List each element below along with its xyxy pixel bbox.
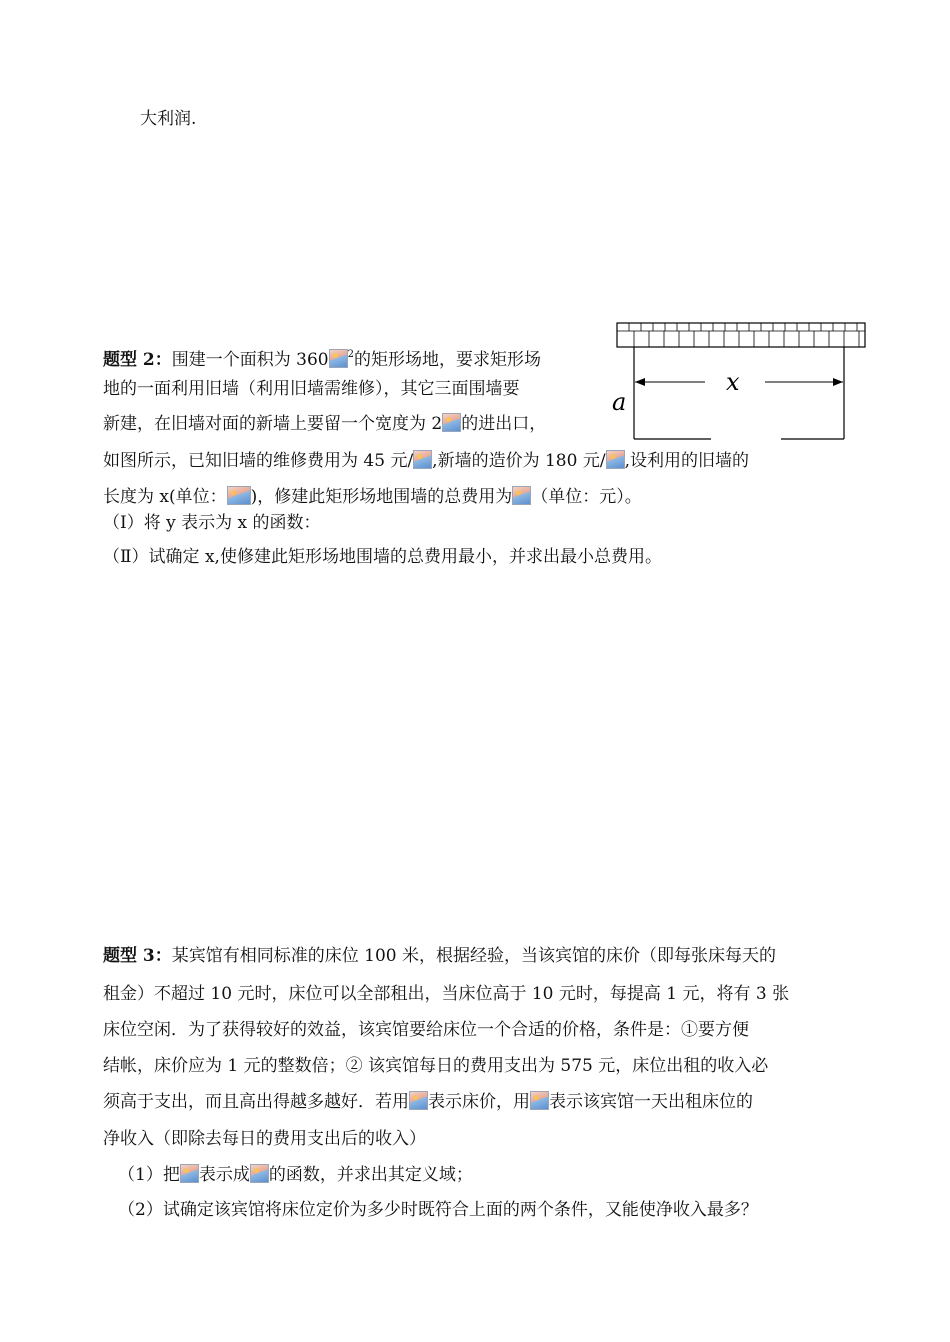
math-image-icon xyxy=(227,486,251,505)
math-image-icon xyxy=(329,349,348,368)
q2-part-2-text: （Ⅱ）试确定 x,使修建此矩形场地围墙的总费用最小，并求出最小总费用。 xyxy=(103,547,662,567)
q2-line-2 xyxy=(103,378,520,400)
q2-colon: ： xyxy=(154,350,172,370)
q2-line-5 xyxy=(103,486,642,508)
q3-line-2 xyxy=(103,983,789,1005)
q3-text-3: 床位空闲．为了获得较好的效益，该宾馆要给床位一个合适的价格，条件是：①要方便 xyxy=(103,1020,749,1040)
math-image-icon xyxy=(606,450,625,469)
q3-text-5c: 表示该宾馆一天出租床位的 xyxy=(549,1092,753,1112)
q2-label: 题型 2 xyxy=(103,350,155,370)
q2-text-3b: 的进出口， xyxy=(461,414,547,434)
q3-part-1 xyxy=(118,1164,473,1186)
q3-text-5b: 表示床价，用 xyxy=(428,1092,530,1112)
label-a: a xyxy=(612,388,627,416)
q3-text-1: 某宾馆有相同标准的床位 100 米，根据经验，当该宾馆的床价（即每张床每天的 xyxy=(171,946,777,966)
old-wall xyxy=(617,323,865,347)
math-image-icon xyxy=(180,1164,199,1183)
q3-line-3 xyxy=(103,1019,749,1041)
q3-text-2: 租金）不超过 10 元时，床位可以全部租出，当床位高于 10 元时，每提高 1 元，将有 3 张 xyxy=(103,984,790,1004)
q2-text-5c: （单位：元）。 xyxy=(531,487,642,507)
q3-text-6: 净收入（即除去每日的费用支出后的收入） xyxy=(103,1129,426,1149)
q2-text-4c: ,设利用的旧墙的 xyxy=(624,451,749,471)
q2-text-5b: )，修建此矩形场地围墙的总费用为 xyxy=(250,487,513,507)
q3-part-1c: 的函数，并求出其定义域； xyxy=(268,1165,473,1185)
q2-text-4b: ,新墙的造价为 180 元/ xyxy=(432,451,606,471)
q2-line-4 xyxy=(103,450,749,472)
math-image-icon xyxy=(442,413,461,432)
q2-text-3a: 新建，在旧墙对面的新墙上要留一个宽度为 2 xyxy=(103,414,443,434)
q2-part-2 xyxy=(103,546,662,568)
q2-text-4a: 如图所示，已知旧墙的维修费用为 45 元/ xyxy=(103,451,414,471)
math-image-icon xyxy=(512,486,531,505)
q2-text-2: 地的一面利用旧墙（利用旧墙需维修），其它三面围墙要 xyxy=(103,379,520,399)
q2-line-3 xyxy=(103,413,546,435)
q3-text-5a: 须高于支出，而且高出得越多越好．若用 xyxy=(103,1092,409,1112)
wall-diagram xyxy=(612,322,867,444)
q2-sup: 2 xyxy=(347,349,354,360)
label-x: x xyxy=(726,368,740,396)
math-image-icon xyxy=(530,1091,549,1110)
math-image-icon xyxy=(413,450,432,469)
q2-text-1b: 的矩形场地，要求矩形场 xyxy=(353,350,541,370)
q2-line-1 xyxy=(103,344,541,371)
q2-part-1 xyxy=(103,512,321,534)
q2-text-5a: 长度为 x(单位： xyxy=(103,487,227,507)
q3-line-1 xyxy=(103,945,776,967)
math-image-icon xyxy=(250,1164,269,1183)
q3-line-6 xyxy=(103,1128,426,1150)
q3-part-1a: （1）把 xyxy=(118,1165,180,1185)
q3-line-5 xyxy=(103,1091,753,1113)
q3-colon: ： xyxy=(154,946,172,966)
fragment-text-label: 大利润. xyxy=(140,109,197,129)
q3-part-1b: 表示成 xyxy=(198,1165,250,1185)
fragment-text xyxy=(140,108,196,130)
q3-line-4 xyxy=(103,1055,768,1077)
math-image-icon xyxy=(409,1091,428,1110)
q3-text-4: 结帐，床价应为 1 元的整数倍；② 该宾馆每日的费用支出为 575 元，床位出租的收入必 xyxy=(103,1056,769,1076)
q3-part-2-text: （2）试确定该宾馆将床位定价为多少时既符合上面的两个条件，又能使净收入最多？ xyxy=(118,1200,758,1220)
q2-part-1-text: （Ⅰ）将 y 表示为 x 的函数： xyxy=(103,513,321,533)
q3-part-2 xyxy=(118,1199,758,1221)
q2-text-1a: 围建一个面积为 360 xyxy=(171,350,329,370)
q3-label: 题型 3 xyxy=(103,946,155,966)
